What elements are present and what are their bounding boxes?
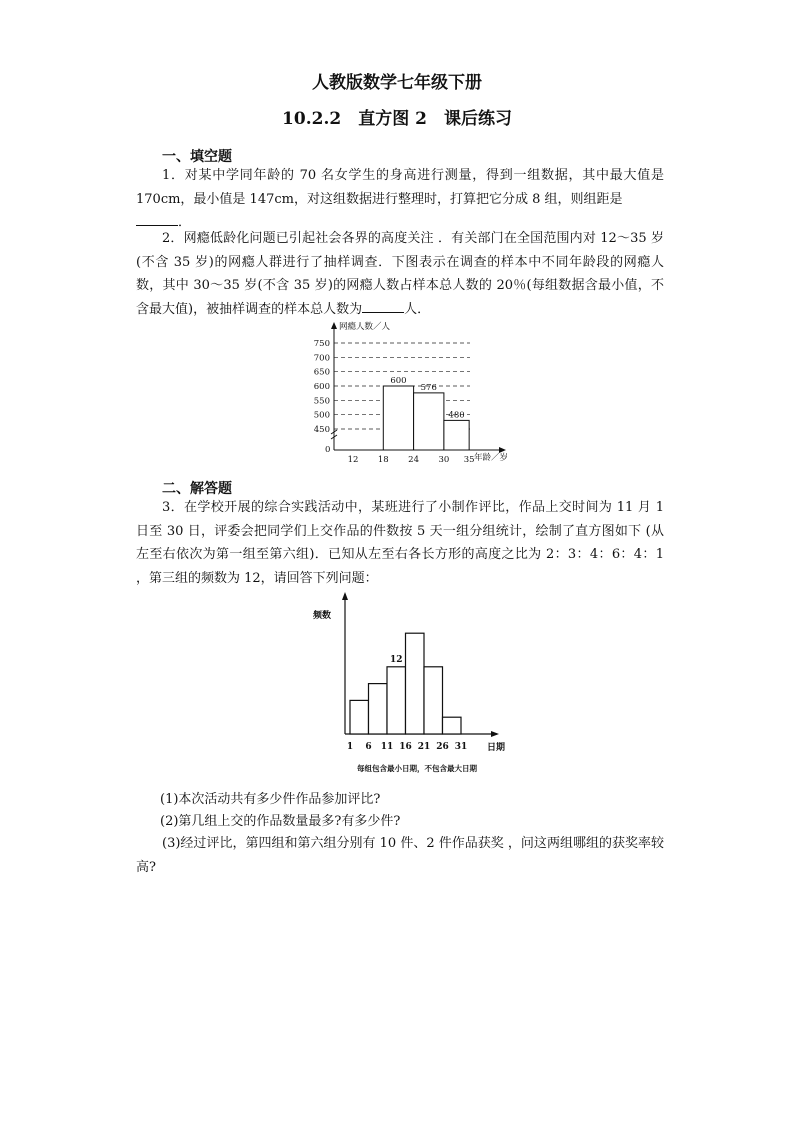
sub-question-1: (1)本次活动共有多少件作品参加评比? bbox=[160, 792, 381, 807]
x-axis-label: 日期 bbox=[487, 743, 506, 753]
section-heading-fill-blank: 一、填空题 bbox=[162, 149, 232, 165]
question-1 bbox=[136, 164, 664, 235]
answer-blank[interactable] bbox=[136, 211, 178, 226]
x-tick-label: 11 bbox=[380, 742, 394, 752]
y-tick-label: 700 bbox=[313, 353, 330, 364]
age-histogram-chart bbox=[300, 318, 530, 468]
histogram-bar bbox=[383, 386, 413, 450]
date-histogram-chart bbox=[305, 588, 520, 776]
x-tick-label: 26 bbox=[436, 742, 449, 752]
y-tick-label: 500 bbox=[313, 410, 330, 421]
question-3-text: 3．在学校开展的综合实践活动中，某班进行了小制作评比，作品上交时间为 11 月 1 日至 30 日，评委会把同学们上交作品的件数按 5 天一组分组统计，绘制了直方图如下 (从左至右依次为第一组至第六组)．已知从左至右各长方形的高度之比为 2：3：4：6：4：1 ，第三组的频数为 12，请回答下列问题： bbox=[136, 500, 664, 586]
x-axis-arrow bbox=[491, 731, 499, 737]
y-tick-label: 650 bbox=[313, 367, 330, 378]
histogram-bar bbox=[387, 667, 406, 734]
x-tick-label: 24 bbox=[408, 455, 420, 465]
histogram-bar bbox=[350, 700, 369, 734]
y-tick-label: 600 bbox=[313, 382, 330, 392]
histogram-bar bbox=[369, 684, 388, 734]
y-axis-arrow bbox=[342, 592, 348, 600]
y-axis-label: 频数 bbox=[313, 611, 332, 621]
y-axis-label: 网瘾人数／人 bbox=[339, 322, 391, 332]
y-axis-arrow bbox=[331, 322, 337, 329]
question-2-text: 2．网瘾低龄化问题已引起社会各界的高度关注 ．有关部门在全国范围内对 12～35 岁(不含 35 岁)的网瘾人群进行了抽样调查．下图表示在调查的样本中不同年龄段的网瘾人数，其中 30～35 岁(不含 35 岁)的网瘾人数占样本总人数的 20％(每组数据含最小值，不含最大值)，被抽样调查的样本总人数为 bbox=[136, 231, 664, 317]
bar-value-label: 576 bbox=[420, 382, 437, 393]
x-tick-label: 6 bbox=[365, 742, 372, 752]
y-tick-label: 0 bbox=[325, 445, 331, 455]
x-axis-label: 年龄／岁 bbox=[474, 453, 509, 463]
sub-question-2: (2)第几组上交的作品数量最多?有多少件? bbox=[160, 814, 401, 829]
sub-question-3 bbox=[136, 832, 664, 879]
x-tick-label: 30 bbox=[438, 455, 450, 465]
x-tick-label: 18 bbox=[377, 455, 389, 465]
x-tick-label: 35 bbox=[463, 455, 475, 465]
x-tick-label: 16 bbox=[399, 742, 412, 752]
histogram-bar bbox=[406, 633, 425, 734]
y-tick-label: 750 bbox=[313, 339, 330, 349]
section-heading-solve: 二、解答题 bbox=[162, 481, 232, 497]
x-tick-label: 31 bbox=[454, 742, 468, 752]
y-tick-label: 450 bbox=[313, 425, 330, 435]
bar-value-label: 480 bbox=[448, 410, 465, 421]
page-title: 人教版数学七年级下册 bbox=[312, 73, 482, 93]
question-2 bbox=[136, 227, 664, 321]
histogram-bar bbox=[424, 667, 443, 734]
histogram-bar bbox=[443, 717, 462, 734]
histogram-bar bbox=[414, 393, 444, 450]
answer-blank[interactable] bbox=[362, 298, 404, 313]
question-1-end: ． bbox=[178, 215, 192, 230]
page-subtitle: 10.2.2 直方图 2 课后练习 bbox=[282, 109, 512, 129]
sub-question-3-text: (3)经过评比，第四组和第六组分别有 10 件、2 件作品获奖 ，问这两组哪组的获奖率较高? bbox=[136, 836, 664, 875]
chart-note: 每组包含最小日期，不包含最大日期 bbox=[357, 764, 477, 773]
y-tick-label: 550 bbox=[313, 396, 330, 407]
bar-value-label: 12 bbox=[389, 654, 403, 665]
question-1-text: 1．对某中学同年龄的 70 名女学生的身高进行测量，得到一组数据，其中最大值是 170cm，最小值是 147cm，对这组数据进行整理时，打算把它分成 8 组，则组距是 bbox=[136, 168, 664, 207]
x-tick-label: 21 bbox=[417, 742, 431, 752]
histogram-bar bbox=[444, 420, 469, 450]
x-tick-label: 12 bbox=[347, 455, 359, 465]
bar-value-label: 600 bbox=[390, 376, 407, 386]
question-2-end: 人． bbox=[404, 301, 431, 317]
x-tick-label: 1 bbox=[346, 742, 354, 752]
question-3 bbox=[136, 496, 664, 590]
